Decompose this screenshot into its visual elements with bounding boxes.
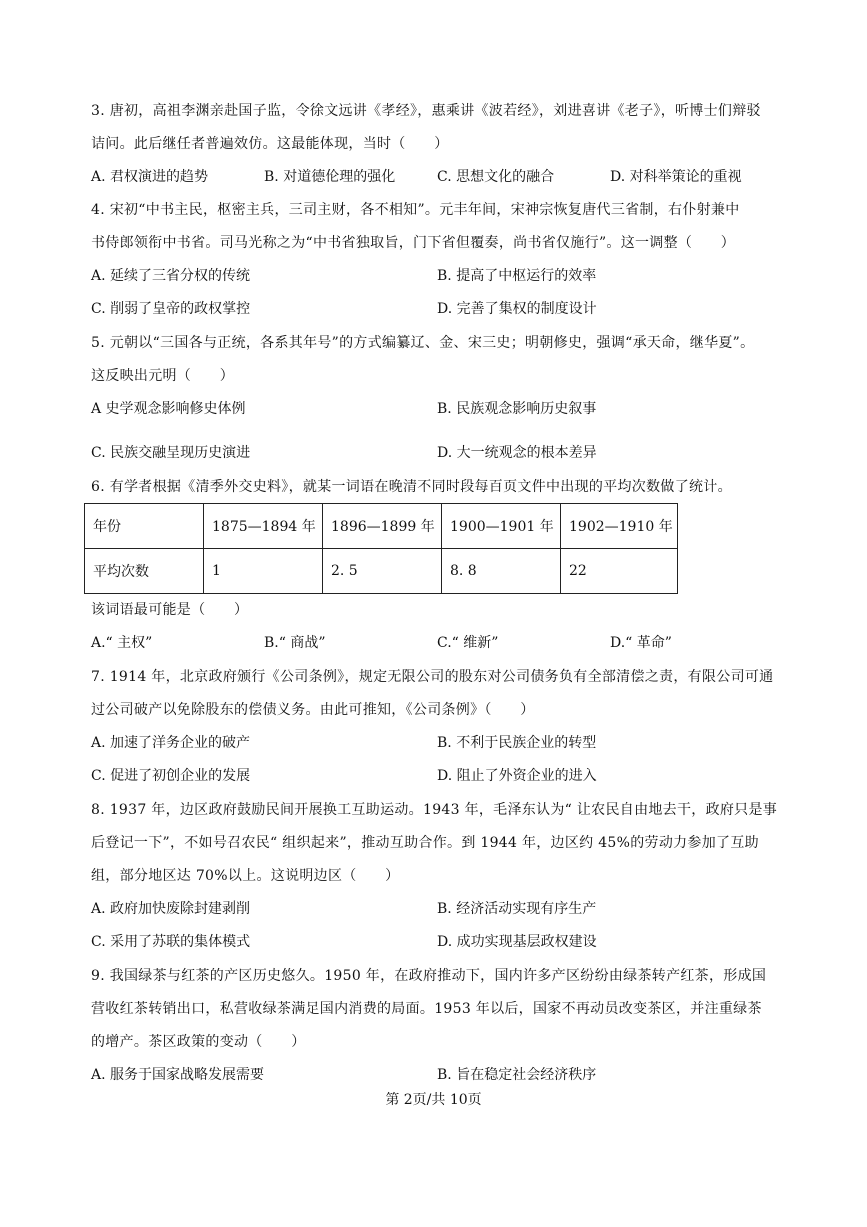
q8-option-b[interactable]: B. 经济活动实现有序生产 (437, 901, 597, 917)
q6-option-d[interactable]: D.“ 革命” (610, 635, 672, 651)
q5-option-c[interactable]: C. 民族交融呈现历史演进 (91, 445, 251, 461)
page-number-footer: 第 2页/共 10页 (385, 1092, 482, 1108)
table-cell: 1875—1894 年 (204, 504, 323, 549)
q8-stem-line3: 组，部分地区达 70%以上。这说明边区（ ） (91, 868, 400, 884)
q3-option-c[interactable]: C. 思想文化的融合 (437, 169, 555, 185)
q4-option-c[interactable]: C. 削弱了皇帝的政权掌控 (91, 301, 251, 317)
q9-option-a[interactable]: A. 服务于国家战略发展需要 (91, 1067, 265, 1083)
q5-option-d[interactable]: D. 大一统观念的根本差异 (437, 445, 597, 461)
q3-stem-line2: 诘问。此后继任者普遍效仿。这最能体现，当时（ ） (91, 136, 449, 152)
q3-stem-line1: 3. 唐初，高祖李渊亲赴国子监，令徐文远讲《孝经》，惠乘讲《波若经》，刘进喜讲《老子》，听博士们辩驳 (91, 103, 761, 119)
q8-stem-line2: 后登记一下”，不如号召农民“ 组织起来”，推动互助合作。到 1944 年，边区约 45%的劳动力参加了互助 (91, 835, 759, 851)
q8-option-a[interactable]: A. 政府加快废除封建剥削 (91, 901, 251, 917)
q3-option-a[interactable]: A. 君权演进的趋势 (91, 169, 209, 185)
q6-frequency-table (84, 503, 678, 594)
q7-stem-line2: 过公司破产以免除股东的偿债义务。由此可推知，《公司条例》（ ） (91, 702, 535, 718)
q6-option-c[interactable]: C.“ 维新” (437, 635, 499, 651)
table-cell: 1902—1910 年 (561, 504, 678, 549)
q7-option-c[interactable]: C. 促进了初创企业的发展 (91, 768, 251, 784)
q7-option-d[interactable]: D. 阻止了外资企业的进入 (437, 768, 597, 784)
q3-option-b[interactable]: B. 对道德伦理的强化 (264, 169, 396, 185)
q5-option-a[interactable]: A 史学观念影响修史体例 (91, 401, 246, 417)
q7-stem-line1: 7. 1914 年，北京政府颁行《公司条例》，规定无限公司的股东对公司债务负有全部清偿之责，有限公司可通 (91, 669, 774, 685)
q9-stem-line2: 营收红茶转销出口，私营收绿茶满足国内消费的局面。1953 年以后，国家不再动员改变茶区，并注重绿茶 (91, 1001, 762, 1017)
table-cell: 2. 5 (323, 549, 442, 594)
table-row (85, 549, 678, 594)
q4-stem-line2: 书侍郎领衔中书省。司马光称之为“中书省独取旨，门下省但覆奏，尚书省仅施行”。这一调整（ ） (91, 235, 736, 251)
q4-option-b[interactable]: B. 提高了中枢运行的效率 (437, 268, 597, 284)
table-cell: 22 (561, 549, 678, 594)
q4-option-a[interactable]: A. 延续了三省分权的传统 (91, 268, 251, 284)
q7-option-b[interactable]: B. 不利于民族企业的转型 (437, 735, 597, 751)
q7-option-a[interactable]: A. 加速了洋务企业的破产 (91, 735, 251, 751)
q6-stem-line2: 该词语最可能是（ ） (91, 602, 249, 618)
q4-option-d[interactable]: D. 完善了集权的制度设计 (437, 301, 597, 317)
table-cell: 年份 (85, 504, 204, 549)
q9-stem-line3: 的增产。茶区政策的变动（ ） (91, 1034, 306, 1050)
q6-option-b[interactable]: B.“ 商战” (264, 635, 326, 651)
table-header-row (85, 504, 678, 549)
q3-option-d[interactable]: D. 对科举策论的重视 (610, 169, 742, 185)
q5-stem-line1: 5. 元朝以“三国各与正统，各系其年号”的方式编纂辽、金、宋三史；明朝修史，强调“承天命，继华夏”。 (91, 335, 755, 351)
table-cell: 平均次数 (85, 549, 204, 594)
table-cell: 1896—1899 年 (323, 504, 442, 549)
q5-option-b[interactable]: B. 民族观念影响历史叙事 (437, 401, 597, 417)
table-cell: 8. 8 (442, 549, 561, 594)
q6-stem-line1: 6. 有学者根据《清季外交史料》，就某一词语在晚清不同时段每百页文件中出现的平均次数做了统计。 (91, 479, 732, 495)
q8-option-c[interactable]: C. 采用了苏联的集体模式 (91, 934, 251, 950)
q5-stem-line2: 这反映出元明（ ） (91, 368, 234, 384)
q4-stem-line1: 4. 宋初“中书主民，枢密主兵，三司主财，各不相知”。元丰年间，宋神宗恢复唐代三省制，右仆射兼中 (91, 202, 740, 218)
q6-option-a[interactable]: A.“ 主权” (91, 635, 153, 651)
table-cell: 1 (204, 549, 323, 594)
q9-stem-line1: 9. 我国绿茶与红茶的产区历史悠久。1950 年，在政府推动下，国内许多产区纷纷由绿茶转产红茶，形成国 (91, 968, 767, 984)
q8-option-d[interactable]: D. 成功实现基层政权建设 (437, 934, 597, 950)
q8-stem-line1: 8. 1937 年，边区政府鼓励民间开展换工互助运动。1943 年，毛泽东认为“ 让农民自由地去干，政府只是事 (91, 802, 778, 818)
table-cell: 1900—1901 年 (442, 504, 561, 549)
q9-option-b[interactable]: B. 旨在稳定社会经济秩序 (437, 1067, 597, 1083)
